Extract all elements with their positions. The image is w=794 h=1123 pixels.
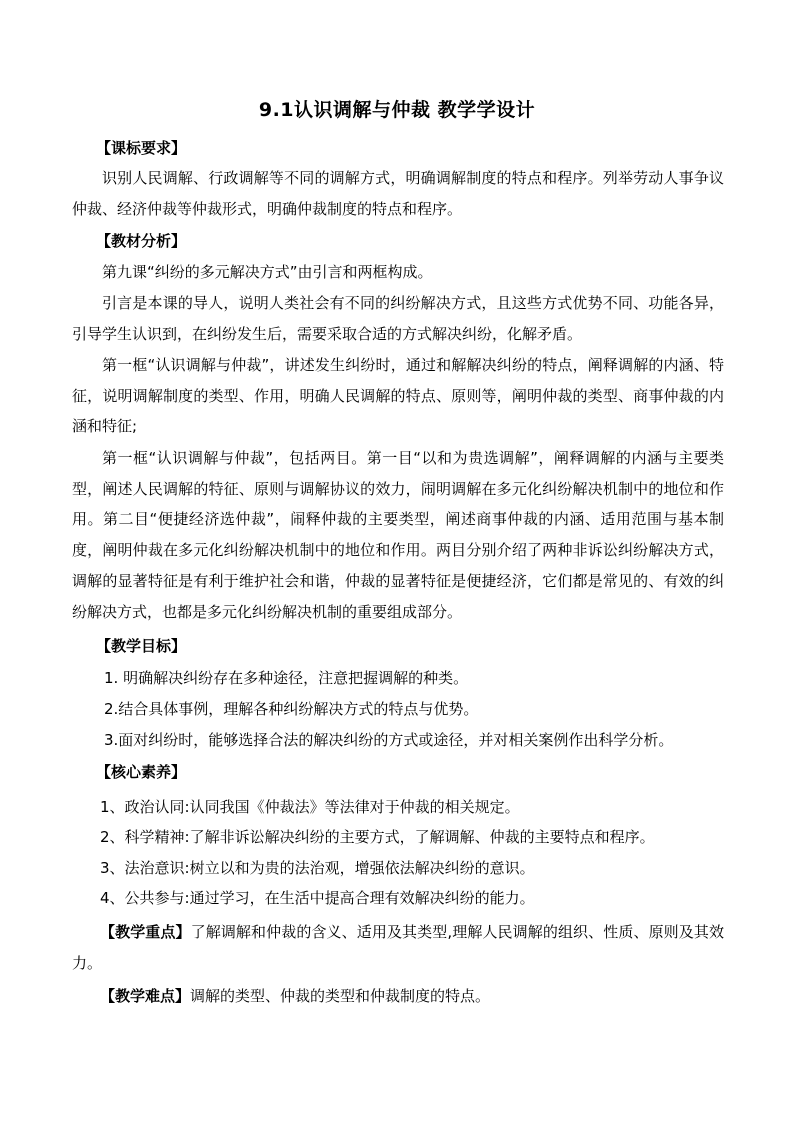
document-title: 9.1认识调解与仲裁 教学学设计	[258, 99, 536, 121]
key-points-heading: 【教学重点】	[100, 923, 191, 941]
analysis-heading: 【教材分析】	[96, 232, 187, 250]
difficulties-heading: 【教学难点】	[100, 987, 191, 1005]
key-points-paragraph	[72, 917, 724, 978]
literacy-heading: 【核心素养】	[96, 763, 187, 781]
literacy-item-3: 3、法治意识:树立以和为贵的法治观，增强依法解决纠纷的意识。	[100, 859, 535, 877]
difficulties-paragraph	[100, 984, 490, 1008]
literacy-item-1: 1、政治认同:认同我国《仲裁法》等法律对于仲裁的相关规定。	[100, 798, 520, 816]
curriculum-paragraph: 识别人民调解、行政调解等不同的调解方式，明确调解制度的特点和程序。列举劳动人事争议仲裁、经济仲裁等仲裁形式，明确仲裁制度的特点和程序。	[72, 169, 724, 218]
analysis-paragraph-4: 第一框“认识调解与仲裁”，包括两目。第一目“以和为贵选调解”，阐释调解的内涵与主要类型，阐述人民调解的特征、原则与调解协议的效力，闹明调解在多元化纠纷解决机制中的地位和作用。第二目“便捷经济选仲裁”，闹释仲裁的主要类型，阐述商事仲裁的内涵、适用范围与基本制度，阐明仲裁在多元化纠纷解决机制中的地位和作用。两目分别介绍了两种非诉讼纠纷解决方式，调解的显著特征是有利于维护社会和谐，仲裁的显著特征是便捷经济，它们都是常见的、有效的纠纷解决方式，也都是多元化纠纷解决机制的重要组成部分。	[72, 449, 724, 621]
analysis-paragraph-1: 第九课“纠纷的多元解决方式”由引言和两框构成。	[102, 263, 433, 281]
analysis-paragraph-2: 引言是本课的导人，说明人类社会有不同的纠纷解决方式，且这些方式优势不同、功能各异，引导学生认识到，在纠纷发生后，需要采取合适的方式解决纠纷，化解矛盾。	[72, 294, 724, 343]
curriculum-heading: 【课标要求】	[96, 139, 187, 157]
key-points-text: 了解调解和仲裁的含义、适用及其类型,理解人民调解的组织、性质、原则及其效力。	[72, 923, 724, 972]
goals-heading: 【教学目标】	[96, 637, 187, 655]
goal-item-3: 3.面对纠纷时，能够选择合法的解决纠纷的方式或途径，并对相关案例作出科学分析。	[104, 731, 674, 749]
literacy-item-4: 4、公共参与:通过学习，在生活中提高合理有效解决纠纷的能力。	[100, 889, 535, 907]
analysis-paragraph-3: 第一框“认识调解与仲裁”，讲述发生纠纷时，通过和解解决纠纷的特点，阐释调解的内涵、特征，说明调解制度的类型、作用，明确人民调解的特点、原则等，阐明仲裁的类型、商事仲裁的内涵和特征;	[72, 356, 724, 436]
literacy-item-2: 2、科学精神:了解非诉讼解决纠纷的主要方式，了解调解、仲裁的主要特点和程序。	[100, 828, 655, 846]
difficulties-text: 调解的类型、仲裁的类型和仲裁制度的特点。	[190, 987, 491, 1005]
goal-item-1: 1. 明确解决纠纷存在多种途径，注意把握调解的种类。	[104, 669, 469, 687]
goal-item-2: 2.结合具体事例，理解各种纠纷解决方式的特点与优势。	[104, 700, 479, 718]
